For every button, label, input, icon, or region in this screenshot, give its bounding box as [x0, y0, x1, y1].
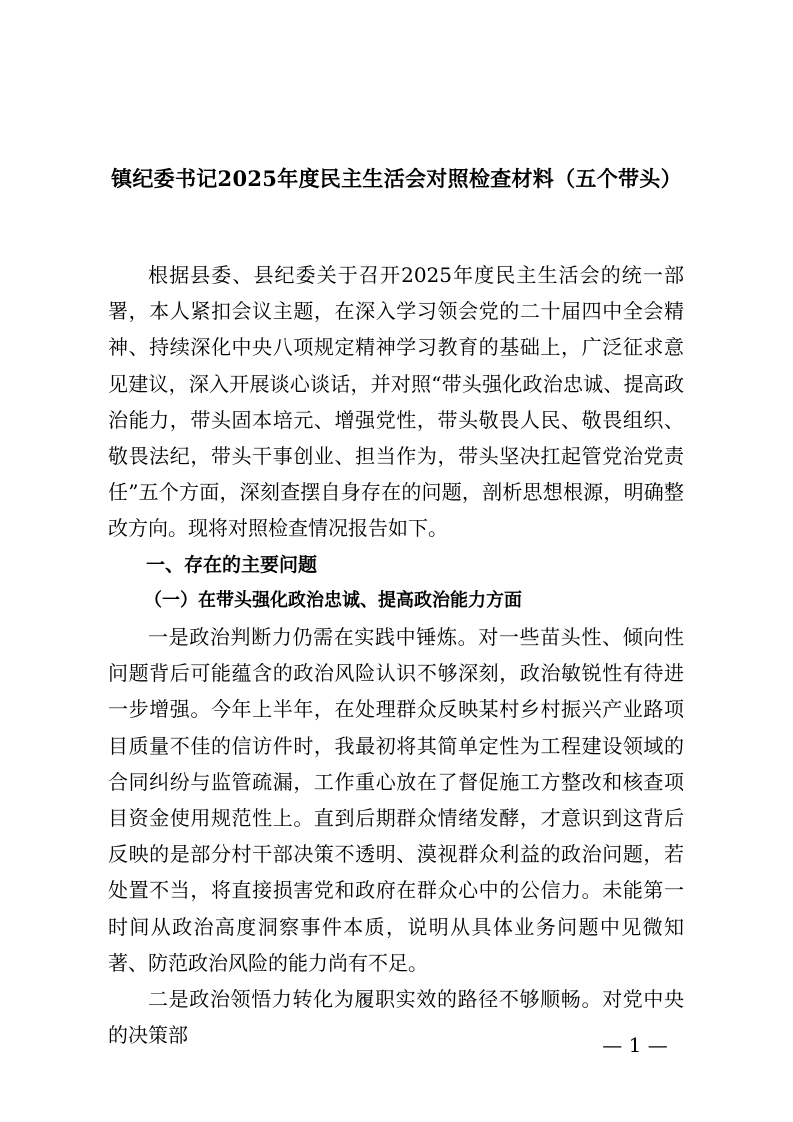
- document-title: 镇纪委书记2025年度民主生活会对照检查材料（五个带头）: [111, 166, 682, 191]
- body-paragraph-1: 一是政治判断力仍需在实践中锤炼。对一些苗头性、倾向性问题背后可能蕴含的政治风险认识不够深刻，政治敏锐性有待进一步增强。今年上半年，在处理群众反映某村乡村振兴产业路项目质量不佳的信访件时，我最初将其简单定性为工程建设领域的合同纠纷与监管疏漏，工作重心放在了督促施工方整改和核查项目资金使用规范性上。直到后期群众情绪发酵，才意识到这背后反映的是部分村干部决策不透明、漠视群众利益的政治问题，若处置不当，将直接损害党和政府在群众心中的公信力。未能第一时间从政治高度洞察事件本质，说明从具体业务问题中见微知著、防范政治风险的能力尚有不足。: [108, 625, 684, 975]
- page-number: — 1 —: [602, 1033, 668, 1057]
- intro-paragraph: 根据县委、县纪委关于召开2025年度民主生活会的统一部署，本人紧扣会议主题，在深入学习领会党的二十届四中全会精神、持续深化中央八项规定精神学习教育的基础上，广泛征求意见建议，深入开展谈心谈话，并对照“带头强化政治忠诚、提高政治能力，带头固本培元、增强党性，带头敬畏人民、敬畏组织、敬畏法纪，带头干事创业、担当作为，带头坚决扛起管党治党责任”五个方面，深刻查摆自身存在的问题，剖析思想根源，明确整改方向。现将对照检查情况报告如下。: [108, 263, 684, 541]
- section-heading: 一、存在的主要问题: [146, 553, 318, 576]
- subsection-heading: （一）在带头强化政治忠诚、提高政治能力方面: [144, 589, 522, 611]
- body-paragraph-2: 二是政治领悟力转化为履职实效的路径不够顺畅。对党中央的决策部: [108, 987, 684, 1048]
- document-body: [108, 257, 684, 1053]
